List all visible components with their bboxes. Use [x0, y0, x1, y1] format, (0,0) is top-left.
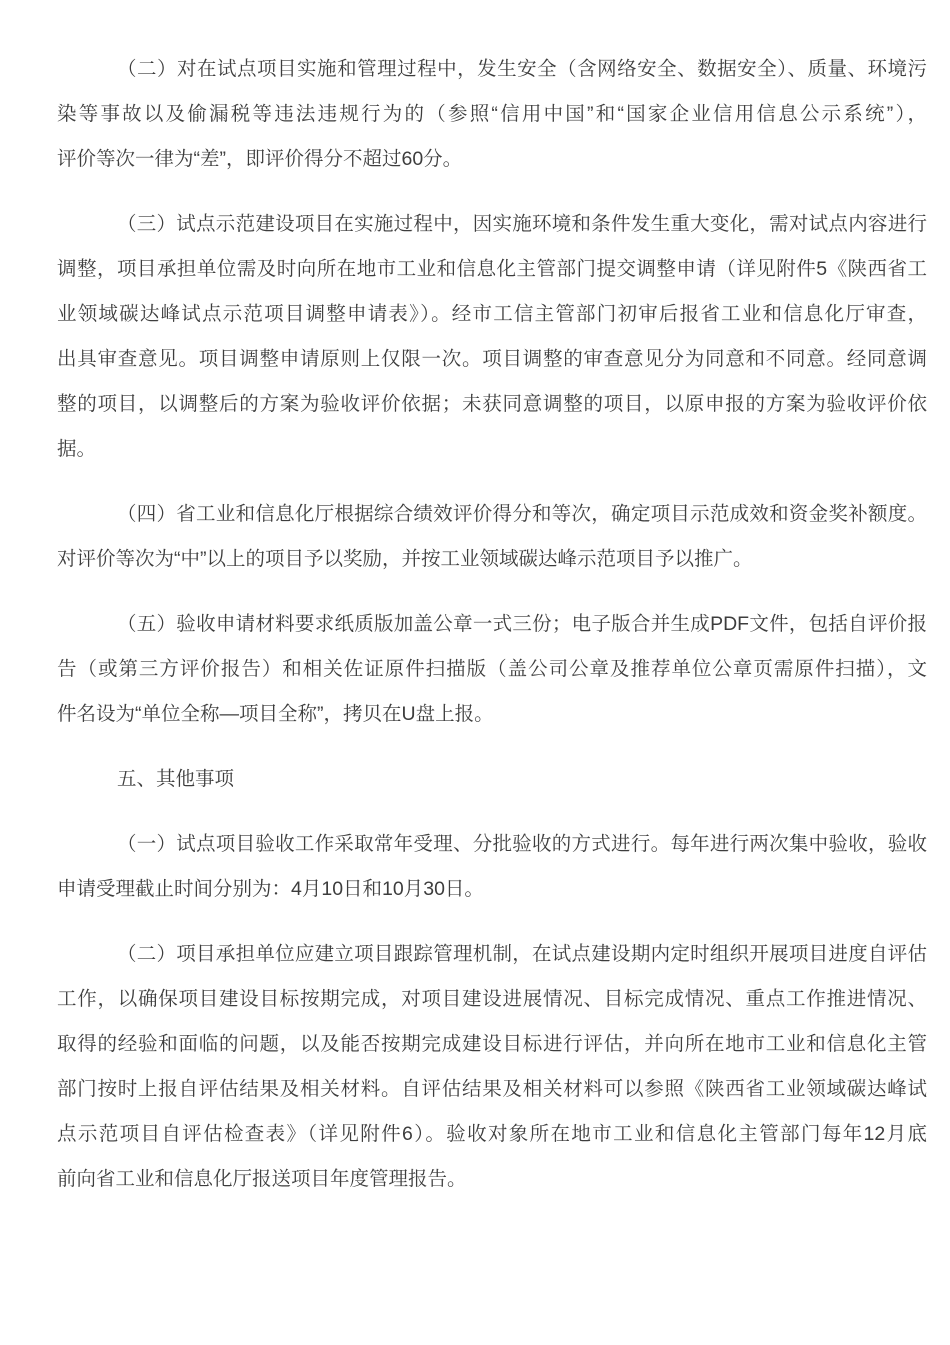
- text-line: 前向省工业和信息化厅报送项目年度管理报告。: [57, 1168, 467, 1190]
- text-line: 工作，以确保项目建设目标按期完成，对项目建设进展情况、目标完成情况、重点工作推进情况、: [57, 988, 927, 1010]
- text-line: 点示范项目自评估检查表》（详见附件6）。验收对象所在地市工业和信息化主管部门每年12月底: [57, 1123, 927, 1145]
- section-heading: 五、其他事项: [117, 768, 235, 790]
- paragraph: [57, 202, 927, 472]
- text-line: （四）省工业和信息化厅根据综合绩效评价得分和等次，确定项目示范成效和资金奖补额度。: [117, 503, 927, 525]
- text-line: （三）试点示范建设项目在实施过程中，因实施环境和条件发生重大变化，需对试点内容进行: [117, 213, 927, 235]
- text-line: 整的项目，以调整后的方案为验收评价依据；未获同意调整的项目，以原申报的方案为验收评价依: [57, 393, 927, 415]
- text-line: 据。: [57, 438, 97, 460]
- text-line: 业领域碳达峰试点示范项目调整申请表》）。经市工信主管部门初审后报省工业和信息化厅审查，: [57, 303, 927, 325]
- text-line: 评价等次一律为“差”，即评价得分不超过60分。: [57, 148, 463, 170]
- text-line: 件名设为“单位全称—项目全称”，拷贝在U盘上报。: [57, 703, 494, 725]
- text-line: 取得的经验和面临的问题，以及能否按期完成建设目标进行评估，并向所在地市工业和信息化主管: [57, 1033, 927, 1055]
- text-line: 染等事故以及偷漏税等违法违规行为的（参照“信用中国”和“国家企业信用信息公示系统”），: [57, 103, 927, 125]
- paragraph: [57, 492, 927, 582]
- paragraph: [57, 47, 927, 182]
- paragraph: [57, 602, 927, 737]
- text-line: 告（或第三方评价报告）和相关佐证原件扫描版（盖公司公章及推荐单位公章页需原件扫描），文: [57, 658, 927, 680]
- text-line: （二）对在试点项目实施和管理过程中，发生安全（含网络安全、数据安全）、质量、环境污: [117, 58, 927, 80]
- text-line: 对评价等次为“中”以上的项目予以奖励，并按工业领域碳达峰示范项目予以推广。: [57, 548, 753, 570]
- text-line: 出具审查意见。项目调整申请原则上仅限一次。项目调整的审查意见分为同意和不同意。经同意调: [57, 348, 927, 370]
- paragraph: [57, 822, 927, 912]
- text-line: 调整，项目承担单位需及时向所在地市工业和信息化主管部门提交调整申请（详见附件5《陕西省工: [57, 258, 927, 280]
- text-line: 申请受理截止时间分别为：4月10日和10月30日。: [57, 878, 484, 900]
- text-line: 部门按时上报自评估结果及相关材料。自评估结果及相关材料可以参照《陕西省工业领域碳达峰试: [57, 1078, 927, 1100]
- paragraph: [57, 932, 927, 1202]
- text-line: （二）项目承担单位应建立项目跟踪管理机制，在试点建设期内定时组织开展项目进度自评估: [117, 943, 927, 965]
- text-line: （一）试点项目验收工作采取常年受理、分批验收的方式进行。每年进行两次集中验收，验收: [117, 833, 927, 855]
- text-line: （五）验收申请材料要求纸质版加盖公章一式三份；电子版合并生成PDF文件，包括自评价报: [117, 613, 927, 635]
